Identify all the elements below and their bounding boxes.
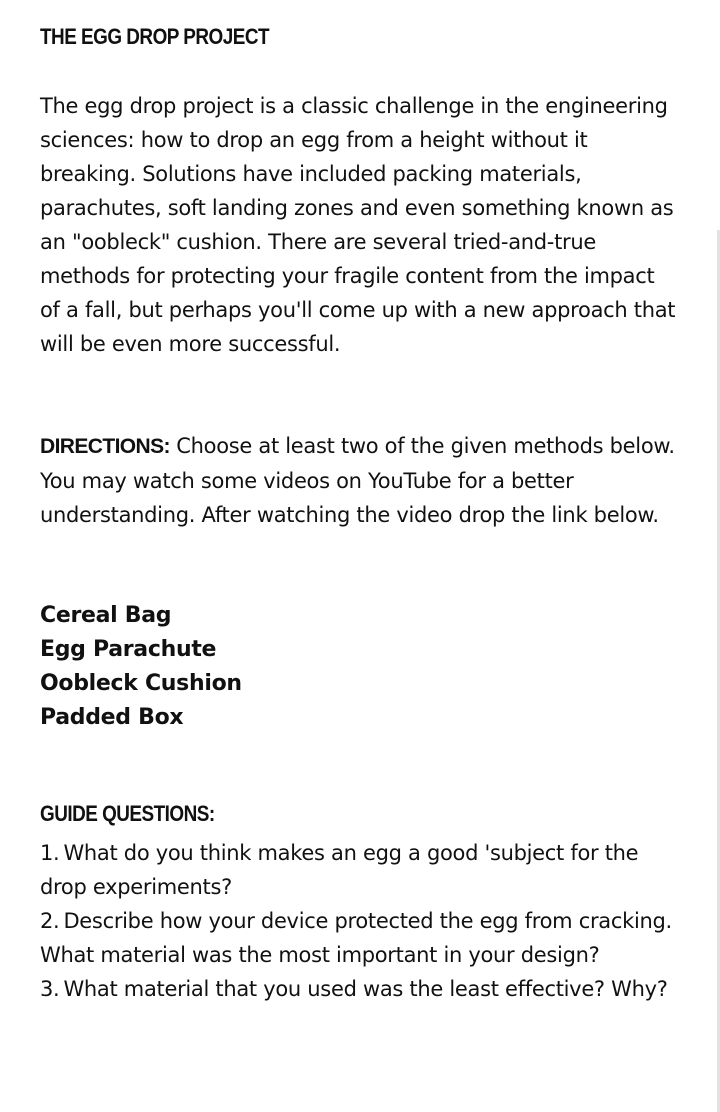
- guide-questions-list: [40, 836, 680, 1006]
- document-title: THE EGG DROP PROJECT: [40, 24, 270, 49]
- methods-list: [40, 599, 242, 735]
- question-text: What material that you used was the least effective? Why?: [63, 977, 668, 1001]
- method-item: Cereal Bag: [40, 603, 172, 628]
- intro-paragraph: The egg drop project is a classic challenge in the engineering sciences: how to drop an egg from a height without it breaking. Solutions have included packing materials, parachutes, soft landing zones and even something known as an "oobleck" cushion. There are several tried-and-true methods for protecting your fragile content from the impact of a fall, but perhaps you'll come up with a new approach that will be even more successful.: [40, 94, 676, 356]
- question-number: 1.: [40, 841, 60, 865]
- question-number: 3.: [40, 977, 60, 1001]
- directions-paragraph: [40, 429, 680, 532]
- question-text: Describe how your device protected the egg from cracking. What material was the most important in your design?: [40, 909, 672, 967]
- question-number: 2.: [40, 909, 60, 933]
- guide-question: [40, 836, 680, 904]
- guide-questions-heading: GUIDE QUESTIONS:: [40, 801, 215, 826]
- method-item: Egg Parachute: [40, 637, 217, 662]
- guide-question: [40, 972, 680, 1006]
- method-item: Padded Box: [40, 705, 184, 730]
- method-item: Oobleck Cushion: [40, 671, 242, 696]
- question-text: What do you think makes an egg a good 'subject for the drop experiments?: [40, 841, 639, 899]
- guide-question: [40, 904, 680, 972]
- directions-label: DIRECTIONS:: [40, 435, 170, 458]
- directions-text: Choose at least two of the given methods below. You may watch some videos on YouTube for a better understanding. After watching the video drop the link below.: [40, 434, 675, 527]
